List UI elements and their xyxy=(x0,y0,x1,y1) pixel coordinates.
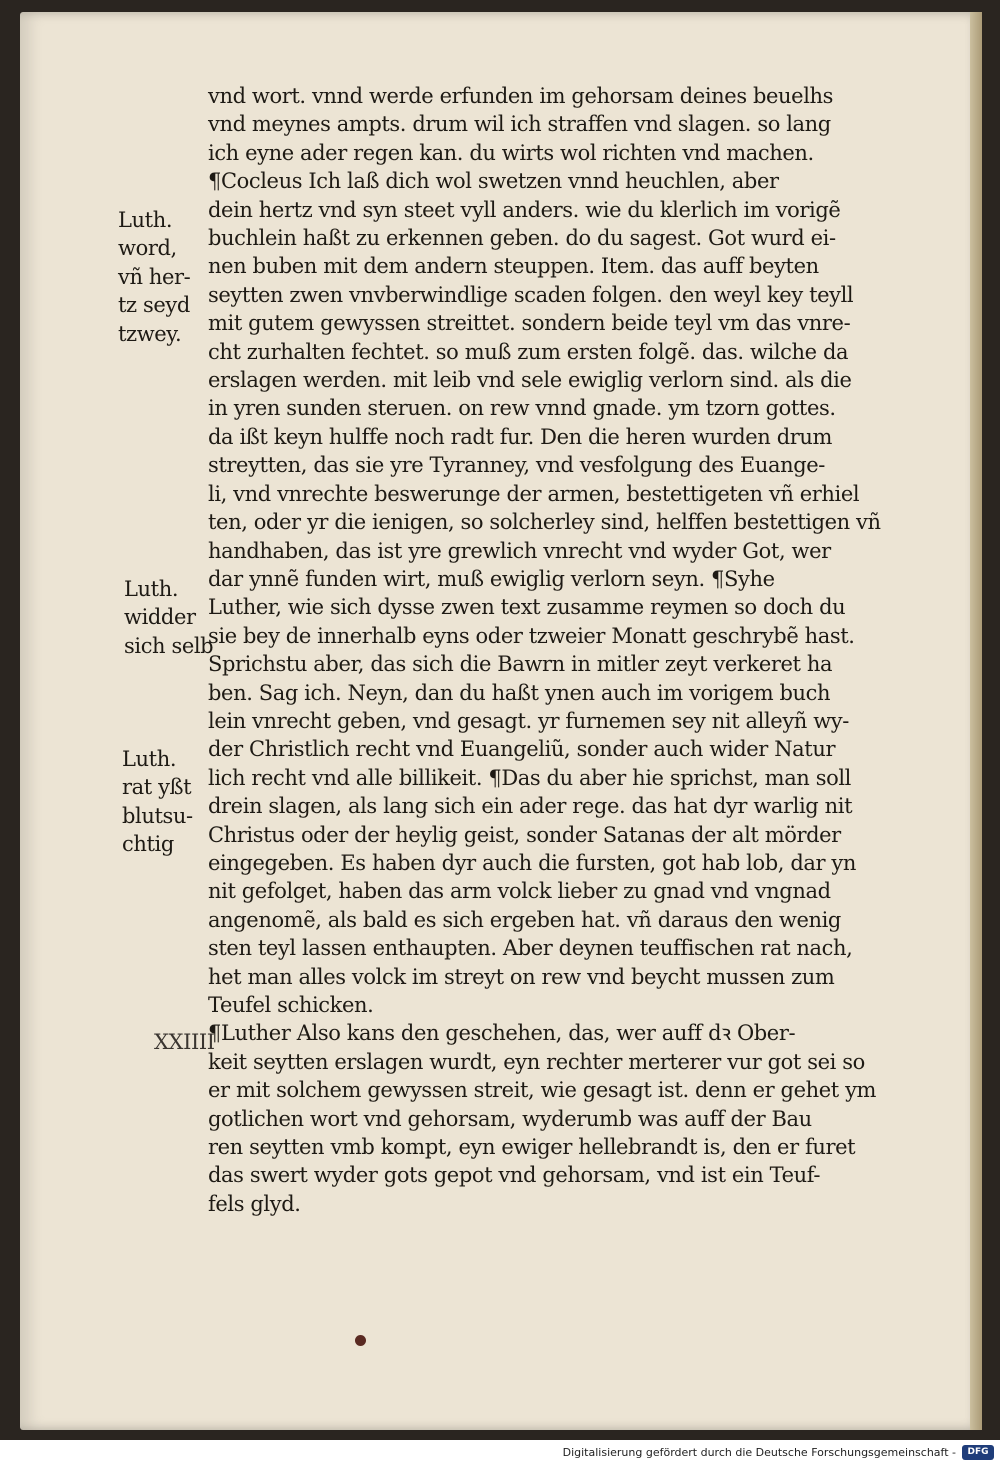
margin-note-line: tz seyd xyxy=(118,293,190,318)
margin-note-line: sich selb xyxy=(124,633,214,658)
text-line: dar ynnẽ funden wirt, muß ewiglig verlorn seyn. ¶Syhe xyxy=(208,566,775,591)
margin-note-line: blutsu- xyxy=(122,803,193,828)
text-line: cht zurhalten fechtet. so muß zum ersten folgẽ. das. wilche da xyxy=(208,339,849,364)
margin-note-line: chtig xyxy=(122,832,174,857)
margin-note-line: Luth. xyxy=(118,208,173,232)
text-line: vnd meynes ampts. drum wil ich straffen vnd slagen. so lang xyxy=(208,112,831,137)
text-line: mit gutem gewyssen streittet. sondern beide teyl vm das vnre- xyxy=(208,311,851,336)
text-line: in yren sunden steruen. on rew vnnd gnade. ym tzorn gottes. xyxy=(208,396,836,421)
margin-note-line: Luth. xyxy=(124,577,179,601)
margin-note-luther-widder xyxy=(124,575,213,660)
footer-credit: Digitalisierung gefördert durch die Deutsche Forschungsgemeinschaft - xyxy=(562,1446,956,1459)
margin-note-line: vñ her- xyxy=(118,264,191,289)
margin-note-line: XXIIII xyxy=(154,1030,215,1054)
text-line: ¶Luther Also kans den geschehen, das, wer auff dꝛ Ober- xyxy=(208,1021,796,1046)
text-line: Luther, wie sich dysse zwen text zusamme reymen so doch du xyxy=(208,595,846,620)
footer-bar xyxy=(0,1440,1000,1466)
text-line: lich recht vnd alle billikeit. ¶Das du aber hie sprichst, man soll xyxy=(208,765,851,790)
text-line: sten teyl lassen enthaupten. Aber deynen teuffischen rat nach, xyxy=(208,936,853,961)
margin-note-line: Luth. xyxy=(122,747,177,771)
text-line: angenomẽ, als bald es sich ergeben hat. vñ daraus den wenig xyxy=(208,907,841,932)
text-line: erslagen werden. mit leib vnd sele ewiglig verlorn sind. als die xyxy=(208,368,852,393)
text-line: seytten zwen vnvberwindlige scaden folgen. den weyl key teyll xyxy=(208,282,854,307)
text-line: sie bey de innerhalb eyns oder tzweier Monatt geschrybẽ hast. xyxy=(208,623,855,648)
text-line: ten, oder yr die ienigen, so solcherley sind, helffen bestettigen vñ xyxy=(208,510,881,535)
text-line: nit gefolget, haben das arm volck lieber zu gnad vnd vngnad xyxy=(208,879,831,904)
text-line: das swert wyder gots gepot vnd gehorsam, vnd ist ein Teuf- xyxy=(208,1163,821,1188)
text-line: ich eyne ader regen kan. du wirts wol richten vnd machen. xyxy=(208,140,814,165)
text-line: Teufel schicken. xyxy=(208,993,374,1017)
text-line: lein vnrecht geben, vnd gesagt. yr furnemen sey nit alleyñ wy- xyxy=(208,708,849,733)
text-line: handhaben, das ist yre grewlich vnrecht vnd wyder Got, wer xyxy=(208,538,831,563)
signature-mark xyxy=(154,1028,215,1056)
text-line: ren seytten vmb kompt, eyn ewiger hellebrandt is, den er furet xyxy=(208,1135,856,1160)
text-line: gotlichen wort vnd gehorsam, wyderumb was auff der Bau xyxy=(208,1106,812,1131)
text-line: buchlein haßt zu erkennen geben. do du sagest. Got wurd ei- xyxy=(208,226,836,251)
main-text-block xyxy=(208,82,928,1218)
margin-note-luther-word xyxy=(118,206,190,348)
page-edge xyxy=(970,12,982,1430)
text-line: Christus oder der heylig geist, sonder Satanas der alt mörder xyxy=(208,822,841,847)
text-line: dein hertz vnd syn steet vyll anders. wie du klerlich im vorigẽ xyxy=(208,197,841,222)
text-line: vnd wort. vnnd werde erfunden im gehorsam deines beuelhs xyxy=(208,84,834,108)
text-line: er mit solchem gewyssen streit, wie gesagt ist. denn er gehet ym xyxy=(208,1078,877,1103)
text-line: drein slagen, als lang sich ein ader rege. das hat dyr warlig nit xyxy=(208,794,853,819)
text-line: Sprichstu aber, das sich die Bawrn in mitler zeyt verkeret ha xyxy=(208,652,833,677)
margin-note-line: tzwey. xyxy=(118,321,182,346)
text-line: nen buben mit dem andern steuppen. Item. das auff beyten xyxy=(208,254,819,279)
text-line: der Christlich recht vnd Euangeliũ, sonder auch wider Natur xyxy=(208,737,836,762)
text-line: li, vnd vnrechte beswerunge der armen, bestettigeten vñ erhiel xyxy=(208,481,860,506)
text-line: streytten, das sie yre Tyranney, vnd vesfolgung des Euange- xyxy=(208,453,825,478)
margin-note-luther-rat xyxy=(122,745,193,859)
text-line: fels glyd. xyxy=(208,1191,301,1216)
ink-blot xyxy=(355,1335,366,1346)
text-line: da ißt keyn hulffe noch radt fur. Den die heren wurden drum xyxy=(208,424,833,449)
text-line: ben. Sag ich. Neyn, dan du haßt ynen auch im vorigem buch xyxy=(208,680,831,705)
text-line: het man alles volck im streyt on rew vnd beycht mussen zum xyxy=(208,964,835,989)
text-line: keit seytten erslagen wurdt, eyn rechter merterer vur got sei so xyxy=(208,1049,865,1074)
dfg-logo-icon: DFG xyxy=(962,1445,994,1460)
margin-note-line: widder xyxy=(124,605,196,630)
margin-note-line: word, xyxy=(118,236,177,261)
text-line: ¶Cocleus Ich laß dich wol swetzen vnnd heuchlen, aber xyxy=(208,169,779,194)
margin-note-line: rat yßt xyxy=(122,775,192,800)
text-line: eingegeben. Es haben dyr auch die fursten, got hab lob, dar yn xyxy=(208,850,856,875)
